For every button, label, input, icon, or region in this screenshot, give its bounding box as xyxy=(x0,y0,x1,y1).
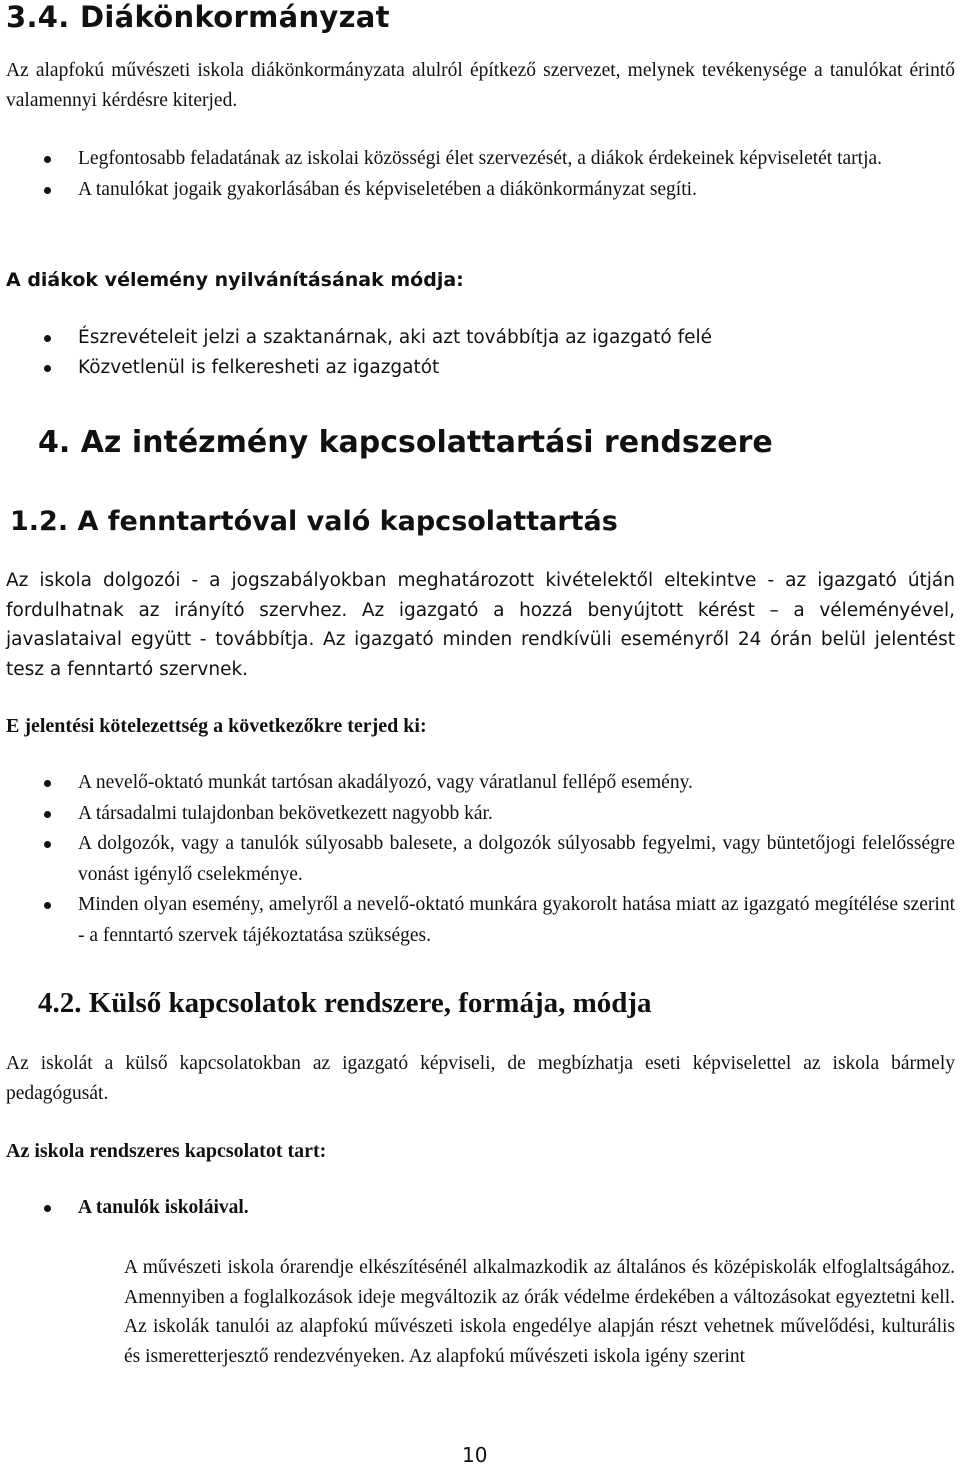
section-1-2-paragraph: Az iskola dolgozói - a jogszabályokban meghatározott kivételektől eltekintve - az igazgató útján fordulhatnak az irányító szervhez. Az igazgató a hozzá benyújtott kérést – a véleményével, javaslataival együtt - továbbítja. Az igazgató minden rendkívüli eseményről 24 órán belül jelentést tesz a fenntartó szervnek. xyxy=(6,570,955,680)
list-item: A tanulók iskoláival. xyxy=(6,1193,955,1223)
list-item: Észrevételeit jelzi a szaktanárnak, aki azt továbbítja az igazgató felé xyxy=(6,323,955,353)
section-3-4-list xyxy=(6,144,955,205)
regular-list xyxy=(6,1193,955,1223)
section-3-4-intro: Az alapfokú művészeti iskola diákönkormányzata alulról építkező szervezet, melynek tevékenysége a tanulókat érintő valamennyi kérdésre kiterjed. xyxy=(6,60,955,111)
regular-heading: Az iskola rendszeres kapcsolatot tart: xyxy=(6,1140,327,1162)
opinion-list xyxy=(6,323,955,383)
list-item: Legfontosabb feladatának az iskolai közösségi élet szervezését, a diákok érdekeinek képviseletét tartja. xyxy=(6,144,955,175)
reporting-heading: E jelentési kötelezettség a következőkre terjed ki: xyxy=(6,715,427,737)
section-3-4-title: 3.4. Diákönkormányzat xyxy=(6,0,390,34)
list-item: Közvetlenül is felkeresheti az igazgatót xyxy=(6,353,955,383)
list-item: Minden olyan esemény, amelyről a nevelő-oktató munkára gyakorolt hatása miatt az igazgató megítélése szerint - a fenntartó szervek tájékoztatása szükséges. xyxy=(6,890,955,951)
regular-paragraph: A művészeti iskola órarendje elkészítésénél alkalmazkodik az általános és középiskolák elfoglaltságához. Amennyiben a foglalkozások ideje megváltozik az órák védelme érdekében a változásokat egyeztetni kell. Az iskolák tanulói az alapfokú művészeti iskola engedélye alapján részt vehetnek művelődési, kulturális és ismeretterjesztő rendezvényeken. Az alapfokú művészeti iskola igény szerint xyxy=(124,1257,955,1367)
section-1-2-title: 1.2. A fenntartóval való kapcsolattartás xyxy=(10,506,618,537)
list-item: A nevelő-oktató munkát tartósan akadályozó, vagy váratlanul fellépő esemény. xyxy=(6,768,955,799)
reporting-list xyxy=(6,768,955,951)
section-4-2-paragraph: Az iskolát a külső kapcsolatokban az igazgató képviseli, de megbízhatja eseti képviselettel az iskola bármely pedagógusát. xyxy=(6,1053,955,1104)
page-number: 10 xyxy=(462,1443,488,1467)
list-item: A dolgozók, vagy a tanulók súlyosabb balesete, a dolgozók súlyosabb fegyelmi, vagy büntetőjogi felelősségre vonást igénylő cselekménye. xyxy=(6,829,955,890)
list-item: A tanulókat jogaik gyakorlásában és képviseletében a diákönkormányzat segíti. xyxy=(6,175,955,206)
opinion-heading: A diákok vélemény nyilvánításának módja: xyxy=(6,269,464,291)
list-item: A társadalmi tulajdonban bekövetkezett nagyobb kár. xyxy=(6,799,955,830)
section-4-title: 4. Az intézmény kapcsolattartási rendszere xyxy=(38,425,773,460)
section-4-2-title: 4.2. Külső kapcsolatok rendszere, formája, módja xyxy=(38,987,652,1019)
